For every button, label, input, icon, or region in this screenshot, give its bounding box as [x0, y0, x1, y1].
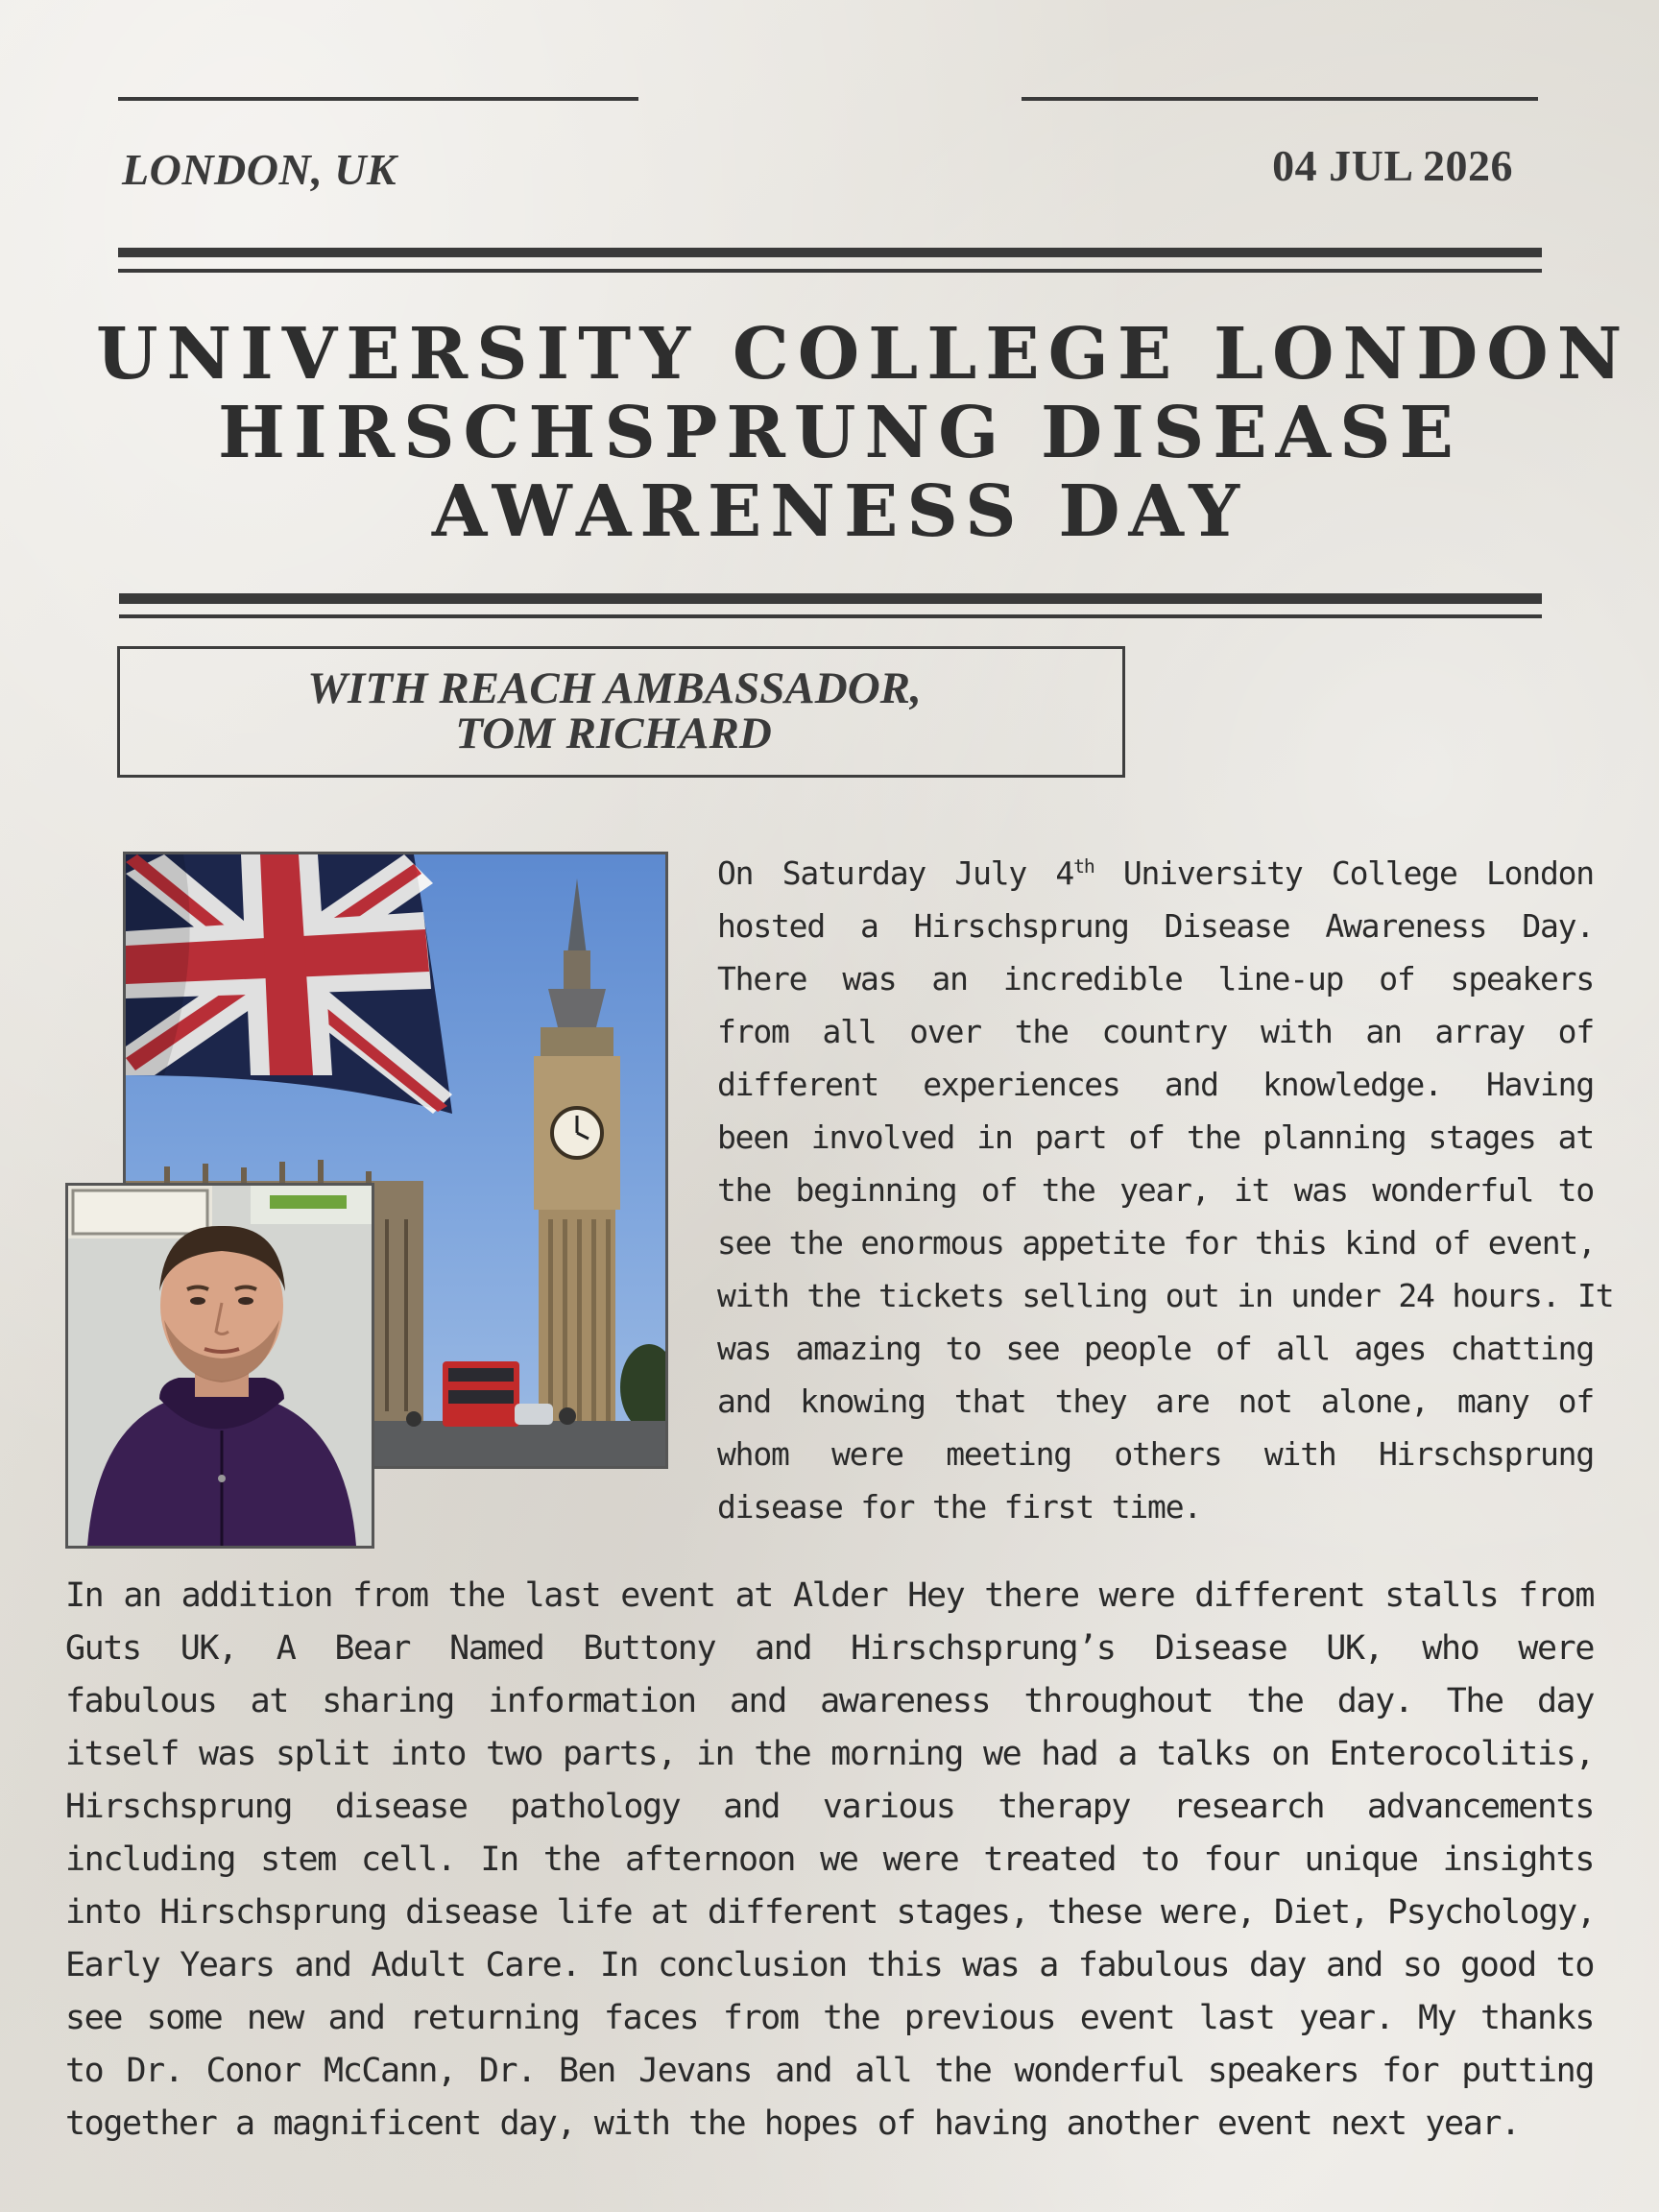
p1-line-1-end: University College London — [1094, 854, 1594, 892]
p1-line-9: with the tickets selling out in under 24 hours. It — [717, 1277, 1614, 1314]
dateline-location: LONDON, UK — [122, 145, 397, 194]
p1-line-8: see the enormous appetite for this kind of event, — [717, 1224, 1596, 1262]
p2-line-2: Guts UK, A Bear Named Buttony and Hirschsprung’s Disease UK, who were — [65, 1629, 1594, 1668]
byline — [120, 663, 1128, 758]
p2-line-3: fabulous at sharing information and awareness throughout the day. The day — [65, 1682, 1594, 1720]
top-rule-left — [118, 97, 638, 101]
p1-line-4: from all over the country with an array of — [717, 1013, 1594, 1050]
p1-line-10: was amazing to see people of all ages chatting — [717, 1330, 1594, 1367]
p1-line-7: the beginning of the year, it was wonderful to — [717, 1171, 1594, 1209]
p1-line-3: There was an incredible line-up of speakers — [717, 960, 1594, 998]
headline-line-2: HIRSCHSPRUNG DISEASE — [218, 392, 1462, 474]
p2-line-11: together a magnificent day, with the hopes of having another event next year. — [65, 2104, 1520, 2143]
byline-line-2: TOM RICHARD — [455, 709, 772, 758]
p1-ordinal-suffix: th — [1073, 855, 1094, 878]
tom-richard-photo — [65, 1183, 374, 1549]
p1-line-2: hosted a Hirschsprung Disease Awareness Day. — [717, 907, 1594, 945]
masthead-rule-thin — [118, 269, 1542, 273]
p2-line-5: Hirschsprung disease pathology and various therapy research advancements — [65, 1788, 1594, 1826]
headline-rule-thick — [119, 593, 1542, 604]
article-paragraph-1 — [717, 847, 1614, 1533]
dateline-date: 04 JUL 2026 — [1272, 141, 1513, 190]
portrait-illustration — [68, 1186, 372, 1546]
p2-line-7: into Hirschsprung disease life at different stages, these were, Diet, Psychology, — [65, 1893, 1596, 1932]
p2-line-6: including stem cell. In the afternoon we were treated to four unique insights — [65, 1840, 1594, 1879]
p1-line-1-start: On Saturday July 4 — [717, 854, 1074, 892]
headline-rule-thin — [119, 614, 1542, 618]
byline-line-1: WITH REACH AMBASSADOR, — [307, 663, 922, 713]
masthead-rule-thick — [118, 248, 1542, 257]
p1-line-11: and knowing that they are not alone, many of — [717, 1382, 1594, 1420]
headline — [96, 313, 1631, 553]
p2-line-4: itself was split into two parts, in the morning we had a talks on Enterocolitis, — [65, 1735, 1594, 1773]
big-ben-tower — [534, 878, 620, 1455]
union-jack-flag — [126, 854, 452, 1114]
p2-line-1: In an addition from the last event at Alder Hey there were different stalls from — [65, 1576, 1594, 1615]
p2-line-9: see some new and returning faces from the previous event last year. My thanks — [65, 1999, 1594, 2037]
top-rule-right — [1022, 97, 1538, 101]
red-bus — [443, 1361, 519, 1427]
p1-line-1 — [717, 847, 1594, 900]
p1-line-13: disease for the first time. — [717, 1488, 1202, 1526]
byline-box — [117, 646, 1125, 778]
p1-line-5: different experiences and knowledge. Having — [717, 1066, 1594, 1103]
headline-line-3: AWARENESS DAY — [431, 470, 1249, 553]
p1-line-6: been involved in part of the planning stages at — [717, 1118, 1594, 1156]
p2-line-8: Early Years and Adult Care. In conclusion this was a fabulous day and so good to — [65, 1946, 1594, 1984]
headline-line-1: UNIVERSITY COLLEGE LONDON — [96, 313, 1631, 396]
p2-line-10: to Dr. Conor McCann, Dr. Ben Jevans and all the wonderful speakers for putting — [65, 2052, 1594, 2090]
article-paragraph-2 — [65, 1570, 1594, 2151]
p1-line-12: whom were meeting others with Hirschsprung — [717, 1435, 1594, 1473]
